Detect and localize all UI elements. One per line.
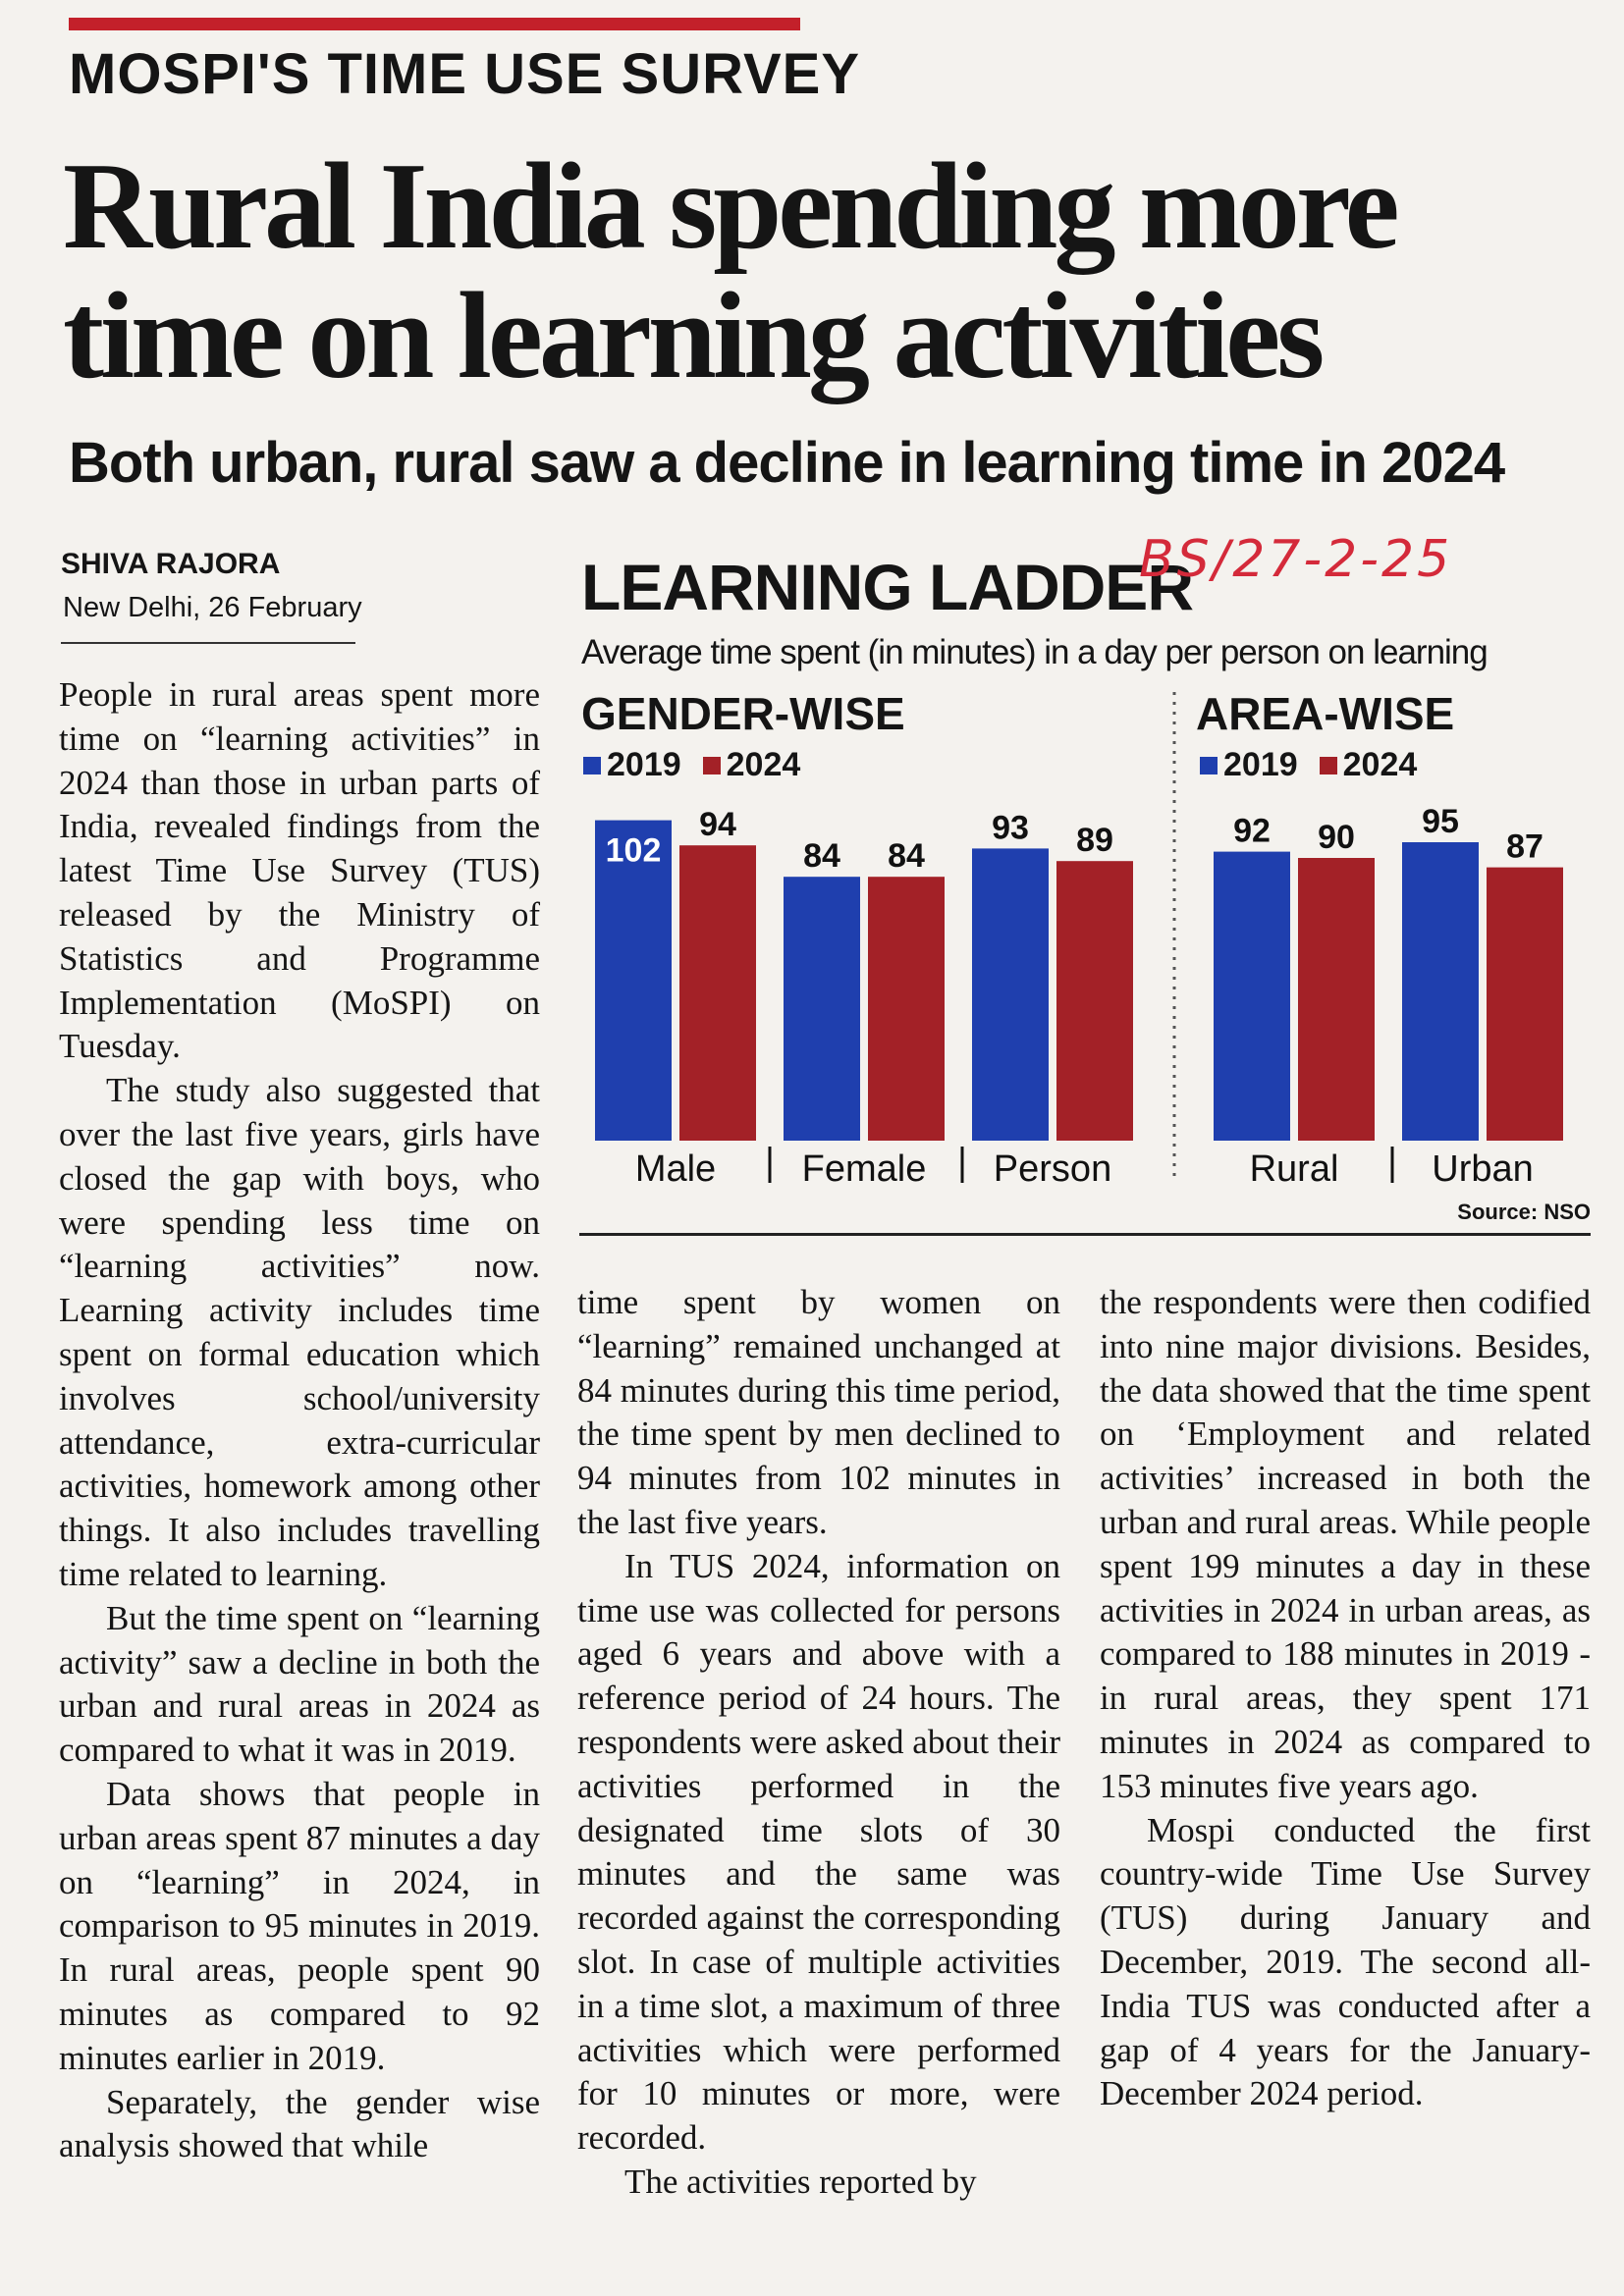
data-label: 93 [992, 809, 1029, 847]
paragraph: The study also suggested that over the last five years, girls have closed the gap with boys, who were spending less time on “learning activities” now. Learning activity includes time spent on formal education which involves school/university attendance, extra-curricular activities, homework among other things. It also includes travelling time related to learning. [59, 1071, 540, 1593]
legend-label: 2019 [1223, 746, 1298, 783]
paragraph: In TUS 2024, information on time use was collected for persons aged 6 years and above with a reference period of 24 hours. The respondents were asked about their activities performed in the designated time slots of 30 minutes and the same was recorded against the corresponding slot. In case of multiple activities in a time slot, a maximum of three activities which were performed for 10 minutes or more, were recorded. [577, 1546, 1060, 2158]
data-label: 87 [1506, 828, 1543, 866]
data-label: 90 [1318, 819, 1355, 856]
data-label: 84 [803, 837, 840, 876]
bar-female-2024 [868, 877, 945, 1141]
data-label: 95 [1422, 803, 1459, 840]
paragraph: Mospi conducted the first country-wide Time Use Survey (TUS) during January and December, 2019. The second all-India TUS was conducted after a gap of 4 years for the January-December 2024 period. [1100, 1810, 1591, 2113]
paragraph: Separately, the gender wise analysis showed that while [59, 2082, 540, 2165]
bar-rural-2024 [1298, 858, 1375, 1141]
bar-person-2024 [1056, 861, 1133, 1141]
category-label-male: Male [634, 1148, 717, 1190]
legend-label: 2024 [1342, 746, 1418, 783]
paragraph: People in rural areas spent more time on “learning activities” in 2024 than those in urban parts of India, revealed findings from the latest Time Use Survey (TUS) released by the Ministry of Statistics and Programme Implementation (MoSPI) on Tuesday. [59, 675, 540, 1066]
paragraph: the respondents were then codified into nine major divisions. Besides, the data showed that the time spent on ‘Employment and related activities’ increased in both the urban and rural areas. While people spent 199 minutes a day in these activities in 2024 in urban areas, as compared to 188 minutes in 2019 - in rural areas, they spent 171 minutes in 2024 as compared to 153 minutes five years ago. [1100, 1283, 1591, 1805]
data-label: 89 [1076, 822, 1113, 860]
bar-rural-2019 [1214, 852, 1290, 1141]
area-panel-title: AREA-WISE [1196, 688, 1455, 739]
paragraph: time spent by women on “learning” remained unchanged at 84 minutes during this time period, the time spent by men declined to 94 minutes from 102 minutes in the last five years. [577, 1283, 1060, 1541]
bar-female-2019 [784, 877, 860, 1141]
data-label: 102 [605, 831, 662, 870]
data-label: 94 [699, 806, 736, 844]
paragraph: The activities reported by [624, 2162, 977, 2201]
handwritten-note: BS/27-2-25 [1139, 530, 1453, 589]
chart-title: LEARNING LADDER [581, 551, 1193, 623]
bar-urban-2024 [1487, 868, 1563, 1141]
chart-bottom-rule [579, 1233, 1591, 1236]
data-label: 84 [888, 837, 925, 876]
category-label-rural: Rural [1249, 1148, 1339, 1190]
bar-male-2024 [679, 845, 756, 1141]
legend-label: 2024 [726, 746, 801, 783]
data-label: 92 [1233, 812, 1271, 850]
paragraph: Data shows that people in urban areas spent 87 minutes a day on “learning” in 2024, in comparison to 95 minutes in 2019. In rural areas, people spent 90 minutes as compared to 92 minutes earlier in 2019. [59, 1774, 540, 2077]
kicker: MOSPI'S TIME USE SURVEY [69, 42, 860, 106]
category-label-female: Female [801, 1148, 927, 1190]
bar-urban-2019 [1402, 842, 1479, 1141]
chart-subtitle: Average time spent (in minutes) in a day per person on learning [581, 633, 1488, 671]
byline: SHIVA RAJORA [61, 548, 281, 580]
dateline: New Delhi, 26 February [63, 592, 362, 623]
headline: Rural India spending more time on learning activities [63, 138, 1396, 404]
gender-panel-title: GENDER-WISE [581, 688, 905, 739]
legend-label: 2019 [607, 746, 681, 783]
chart-source: Source: NSO [1457, 1200, 1591, 1224]
category-label-urban: Urban [1432, 1148, 1534, 1190]
bar-person-2019 [972, 848, 1049, 1141]
subheadline: Both urban, rural saw a decline in learning time in 2024 [69, 431, 1505, 495]
paragraph: But the time spent on “learning activity” saw a decline in both the urban and rural areas in 2024 as compared to what it was in 2019. [59, 1598, 540, 1770]
category-label-person: Person [993, 1148, 1112, 1190]
